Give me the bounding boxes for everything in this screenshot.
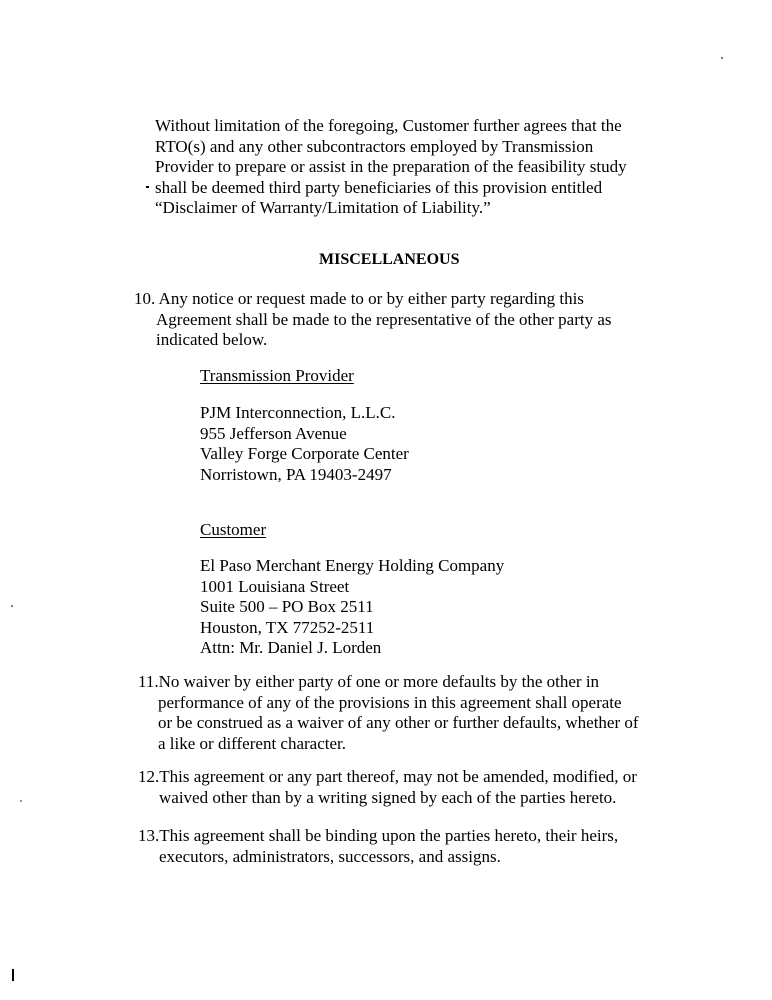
scan-speck: [146, 186, 149, 188]
address-line: Valley Forge Corporate Center: [200, 444, 409, 463]
intro-line: Provider to prepare or assist in the preparation of the feasibility study: [155, 157, 627, 176]
scan-mark: [12, 969, 14, 981]
customer-address: [200, 556, 504, 659]
item-11-line: or be construed as a waiver of any other or further defaults, whether of: [158, 713, 639, 732]
scan-speck: [721, 57, 723, 59]
address-line: Suite 500 – PO Box 2511: [200, 597, 374, 616]
intro-paragraph: [155, 116, 627, 219]
item-11-line: 11.No waiver by either party of one or more defaults by the other in: [138, 672, 600, 691]
item-10-line: Agreement shall be made to the representative of the other party as: [156, 309, 612, 329]
item-12-line: waived other than by a writing signed by each of the parties hereto.: [159, 787, 617, 807]
scan-speck: [11, 605, 13, 607]
item-13-line: executors, administrators, successors, and assigns.: [159, 846, 501, 866]
item-11-paragraph: [138, 672, 639, 754]
scan-speck: [20, 800, 22, 802]
item-10-line: 10. Any notice or request made to or by either party regarding this: [134, 289, 584, 308]
address-line: Houston, TX 77252-2511: [200, 617, 375, 637]
section-heading: MISCELLANEOUS: [319, 251, 460, 268]
transmission-provider-heading: Transmission Provider: [200, 366, 354, 385]
address-line: PJM Interconnection, L.L.C.: [200, 403, 396, 422]
item-11-line: a like or different character.: [158, 733, 346, 753]
item-12-paragraph: [138, 767, 637, 808]
item-11-line: performance of any of the provisions in this agreement shall operate: [158, 692, 622, 712]
address-line: El Paso Merchant Energy Holding Company: [200, 556, 505, 575]
item-12-line: 12.This agreement or any part thereof, may not be amended, modified, or: [138, 767, 637, 786]
intro-line: RTO(s) and any other subcontractors employed by Transmission: [155, 136, 594, 156]
intro-line: Without limitation of the foregoing, Customer further agrees that the: [155, 116, 622, 135]
intro-line: “Disclaimer of Warranty/Limitation of Liability.”: [155, 198, 491, 217]
item-13-paragraph: [138, 826, 618, 867]
transmission-provider-address: [200, 403, 409, 485]
item-13-line: 13.This agreement shall be binding upon the parties hereto, their heirs,: [138, 826, 619, 845]
address-line: 1001 Louisiana Street: [200, 576, 350, 596]
item-10-line: indicated below.: [156, 330, 268, 349]
address-line: 955 Jefferson Avenue: [200, 423, 347, 443]
address-line: Attn: Mr. Daniel J. Lorden: [200, 638, 382, 657]
customer-heading: Customer: [200, 520, 267, 539]
item-10-paragraph: [134, 289, 612, 351]
address-line: Norristown, PA 19403-2497: [200, 464, 392, 484]
intro-line: shall be deemed third party beneficiaries of this provision entitled: [155, 177, 603, 197]
